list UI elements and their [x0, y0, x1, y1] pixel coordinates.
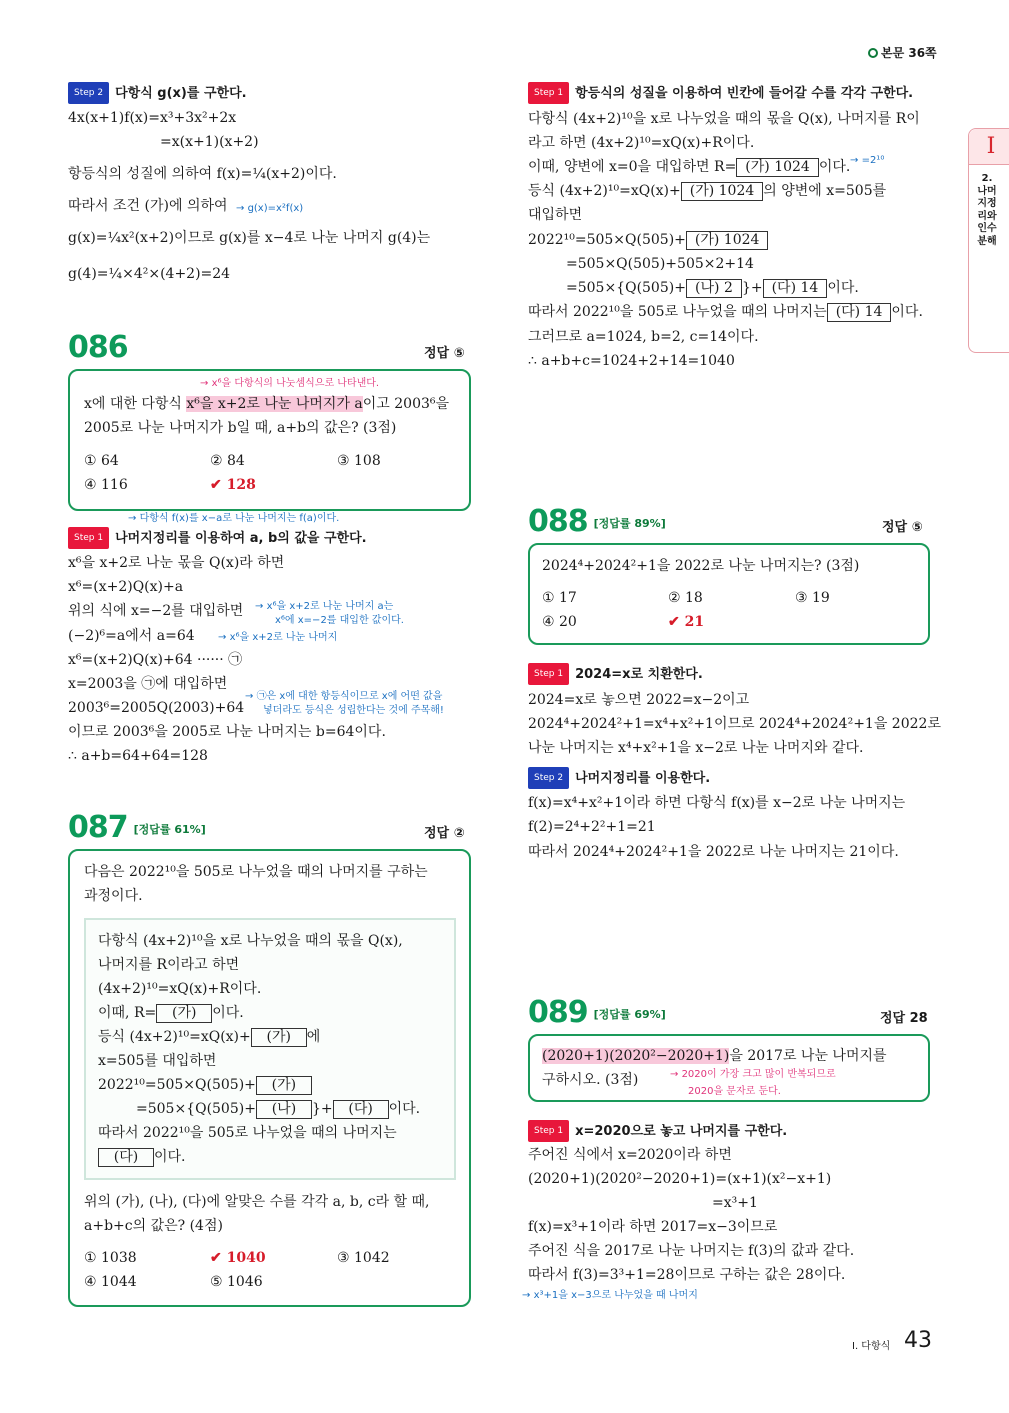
solution-line: 따라서 2022¹⁰을 505로 나누었을 때의 나머지는 (다) 14 이다.: [528, 304, 923, 320]
solution-line: =x(x+1)(x+2): [160, 134, 259, 150]
proof-line: (다) 이다.: [98, 1147, 186, 1167]
question-text: a+b+c의 값은? (4점): [84, 1218, 223, 1234]
blank-ga-filled: (가) 1024: [681, 182, 764, 201]
solution-line: 다항식 (4x+2)¹⁰을 x로 나누었을 때의 몫을 Q(x), 나머지를 R이: [528, 111, 920, 127]
question-number: 089 [정답률 69%]: [528, 995, 666, 1030]
answer-label: 정답 ⑤: [882, 520, 923, 535]
blank-ga: (가): [251, 1028, 307, 1047]
step-badge: Step 1: [528, 663, 569, 685]
solution-line: 2024=x로 놓으면 2022=x−2이고: [528, 692, 750, 708]
step-badge: Step 1: [528, 1120, 569, 1142]
blank-ga: (가): [256, 1076, 312, 1095]
step-badge: Step 2: [528, 767, 569, 789]
solution-line: 이때, 양변에 x=0을 대입하면 R= (가) 1024 이다.: [528, 159, 851, 175]
choice-5[interactable]: ⑤ 1046: [210, 1274, 263, 1290]
annotation: → x⁶을 x+2로 나눈 나머지 a는: [255, 601, 394, 612]
choice-4[interactable]: ④ 20: [542, 614, 577, 630]
solution-line: x⁶=(x+2)Q(x)+64 ······ ㉠: [68, 652, 243, 668]
choice-3[interactable]: ③ 19: [795, 590, 830, 606]
solution-line: f(x)=x³+1이라 하면 2017=x−3이므로: [528, 1219, 778, 1235]
proof-line: 따라서 2022¹⁰을 505로 나누었을 때의 나머지는: [98, 1125, 397, 1141]
choice-1[interactable]: ① 64: [84, 453, 119, 469]
solution-line: =505×{Q(505)+ (나) 2 }+ (다) 14 이다.: [566, 280, 859, 296]
solution-line: 2022¹⁰=505×Q(505)+ (가) 1024: [528, 230, 768, 250]
question-number: 086: [68, 330, 128, 365]
proof-line: 이때, R= (가) 이다.: [98, 1005, 244, 1021]
step-badge: Step 1: [528, 82, 569, 104]
solution-line: 등식 (4x+2)¹⁰=xQ(x)+ (가) 1024 의 양변에 x=505를: [528, 183, 887, 199]
proof-line: 등식 (4x+2)¹⁰=xQ(x)+ (가) 에: [98, 1029, 321, 1045]
step-heading: Step 1 나머지정리를 이용하여 a, b의 값을 구한다.: [68, 527, 367, 549]
blank-na-filled: (나) 2: [686, 279, 742, 298]
solution-line: 이므로 2003⁶을 2005로 나눈 나머지는 b=64이다.: [68, 724, 386, 740]
solution-line: (−2)⁶=a에서 a=64: [68, 628, 195, 644]
question-number: 087 [정답률 61%]: [68, 810, 206, 845]
blank-na: (나): [256, 1100, 312, 1119]
choice-1[interactable]: ① 17: [542, 590, 577, 606]
solution-line: 4x(x+1)f(x)=x³+3x²+2x: [68, 110, 237, 126]
annotation: → 다항식 f(x)를 x−a로 나눈 나머지는 f(a)이다.: [128, 513, 340, 524]
blank-da: (다): [98, 1148, 154, 1167]
solution-line: 그러므로 a=1024, b=2, c=14이다.: [528, 329, 759, 345]
solution-line: =x³+1: [712, 1195, 758, 1211]
solution-line: 따라서 2024⁴+2024²+1을 2022로 나눈 나머지는 21이다.: [528, 844, 899, 860]
choice-3[interactable]: ③ 108: [337, 453, 381, 469]
step-heading: Step 2 다항식 g(x)를 구한다.: [68, 82, 247, 104]
proof-line: =505×{Q(505)+ (나) }+ (다) 이다.: [136, 1101, 421, 1117]
step-heading: Step 1 2024=x로 치환한다.: [528, 663, 703, 685]
step-badge: Step 1: [68, 527, 109, 549]
choice-5-checked[interactable]: ✔ 21: [668, 614, 705, 630]
annotation: 2020을 문자로 둔다.: [688, 1086, 781, 1097]
annotation: → =2¹⁰: [850, 155, 885, 166]
proof-line: x=505를 대입하면: [98, 1053, 217, 1069]
solution-line: 나눈 나머지는 x⁴+x²+1을 x−2로 나눈 나머지와 같다.: [528, 740, 864, 756]
annotation: → ㉠은 x에 대한 항등식이므로 x에 어떤 값을: [245, 691, 443, 702]
solution-line: x⁶을 x+2로 나눈 몫을 Q(x)라 하면: [68, 555, 285, 571]
question-text: (2020+1)(2020²−2020+1)을 2017로 나눈 나머지를: [542, 1048, 887, 1064]
step-heading: Step 1 항등식의 성질을 이용하여 빈칸에 들어갈 수를 각각 구한다.: [528, 82, 913, 104]
proof-line: (4x+2)¹⁰=xQ(x)+R이다.: [98, 981, 262, 997]
chapter-roman: I: [969, 129, 1009, 165]
step-badge: Step 2: [68, 82, 109, 104]
page-reference: 본문 36쪽: [868, 44, 937, 61]
question-box: [68, 369, 471, 511]
question-text: 다음은 2022¹⁰을 505로 나누었을 때의 나머지를 구하는: [84, 864, 428, 880]
solution-line: 2003⁶=2005Q(2003)+64: [68, 700, 245, 716]
annotation: → x³+1을 x−3으로 나누었을 때 나머지: [522, 1290, 698, 1301]
question-text: 구하시오. (3점): [542, 1072, 639, 1088]
choice-2[interactable]: ② 84: [210, 453, 245, 469]
choice-4[interactable]: ④ 116: [84, 477, 128, 493]
answer-label: 정답 ②: [424, 826, 465, 841]
solution-line: (2020+1)(2020²−2020+1)=(x+1)(x²−x+1): [528, 1171, 832, 1187]
solution-line: 2024⁴+2024²+1=x⁴+x²+1이므로 2024⁴+2024²+1을 2022로: [528, 716, 941, 732]
choice-1[interactable]: ① 1038: [84, 1250, 137, 1266]
annotation: → x⁶을 다항식의 나눗셈식으로 나타낸다.: [200, 378, 380, 389]
solution-line: g(4)=¼×4²×(4+2)=24: [68, 266, 231, 282]
solution-line: 따라서 f(3)=3³+1=28이므로 구하는 값은 28이다.: [528, 1267, 846, 1283]
choice-5-checked[interactable]: ✔ 128: [210, 477, 256, 493]
solution-line: ∴ a+b+c=1024+2+14=1040: [528, 353, 735, 369]
step-heading: Step 2 나머지정리를 이용한다.: [528, 767, 710, 789]
annotation: x⁶에 x=−2를 대입한 값이다.: [275, 615, 404, 626]
chapter-title: 2.나머지정리와인수분해: [977, 173, 997, 247]
solution-line: x=2003을 ㉠에 대입하면: [68, 676, 228, 692]
blank-ga-filled: (가) 1024: [736, 158, 819, 177]
solution-line: g(x)=¼x²(x+2)이므로 g(x)를 x−4로 나눈 나머지 g(4)는: [68, 230, 431, 246]
blank-da: (다): [333, 1100, 389, 1119]
solution-line: =505×Q(505)+505×2+14: [566, 256, 754, 272]
question-number: 088 [정답률 89%]: [528, 504, 666, 539]
solution-line: 항등식의 성질에 의하여 f(x)=¼(x+2)이다.: [68, 166, 337, 182]
circle-icon: [868, 48, 878, 58]
annotation: → g(x)=x²f(x): [236, 203, 304, 214]
choice-4[interactable]: ④ 1044: [84, 1274, 137, 1290]
question-text: 2005로 나눈 나머지가 b일 때, a+b의 값은? (3점): [84, 420, 397, 436]
solution-line: f(x)=x⁴+x²+1이라 하면 다항식 f(x)를 x−2로 나눈 나머지는: [528, 795, 906, 811]
annotation: → x⁶을 x+2로 나눈 나머지: [218, 632, 338, 643]
solution-line: f(2)=2⁴+2²+1=21: [528, 819, 656, 835]
answer-label: 정답 28: [880, 1011, 928, 1026]
question-text: 과정이다.: [84, 888, 143, 904]
question-text: x에 대한 다항식 x⁶을 x+2로 나눈 나머지가 a이고 2003⁶을: [84, 396, 450, 412]
chapter-tab[interactable]: [968, 128, 1009, 353]
proof-line: 2022¹⁰=505×Q(505)+ (가): [98, 1075, 312, 1095]
solution-line: 주어진 식에서 x=2020이라 하면: [528, 1147, 732, 1163]
solution-line: ∴ a+b=64+64=128: [68, 748, 208, 764]
step-heading: Step 1 x=2020으로 놓고 나머지를 구한다.: [528, 1120, 787, 1142]
solution-line: 주어진 식을 2017로 나눈 나머지는 f(3)의 값과 같다.: [528, 1243, 855, 1259]
blank-da-filled: (다) 14: [827, 303, 892, 322]
solution-line: 위의 식에 x=−2를 대입하면: [68, 603, 244, 619]
blank-ga-filled: (가) 1024: [686, 231, 769, 250]
proof-line: 나머지를 R이라고 하면: [98, 957, 240, 973]
solution-line: x⁶=(x+2)Q(x)+a: [68, 579, 184, 595]
choice-2-checked[interactable]: ✔ 1040: [210, 1250, 266, 1266]
solution-line: 대입하면: [528, 207, 583, 223]
choice-2[interactable]: ② 18: [668, 590, 703, 606]
page-number: 43: [904, 1328, 932, 1353]
solution-line: 라고 하면 (4x+2)¹⁰=xQ(x)+R이다.: [528, 135, 755, 151]
solution-line: 따라서 조건 (가)에 의하여: [68, 198, 228, 214]
proof-line: 다항식 (4x+2)¹⁰을 x로 나누었을 때의 몫을 Q(x),: [98, 933, 403, 949]
blank-ga: (가): [156, 1004, 212, 1023]
annotation: 넣더라도 등식은 성립한다는 것에 주목해!: [263, 705, 444, 716]
choice-3[interactable]: ③ 1042: [337, 1250, 390, 1266]
question-text: 2024⁴+2024²+1을 2022로 나눈 나머지는? (3점): [542, 558, 860, 574]
answer-label: 정답 ⑤: [424, 346, 465, 361]
annotation: → 2020이 가장 크고 많이 반복되므로: [670, 1069, 836, 1080]
blank-da-filled: (다) 14: [763, 279, 828, 298]
footer-section: I. 다항식: [852, 1341, 891, 1352]
question-text: 위의 (가), (나), (다)에 알맞은 수를 각각 a, b, c라 할 때,: [84, 1194, 430, 1210]
